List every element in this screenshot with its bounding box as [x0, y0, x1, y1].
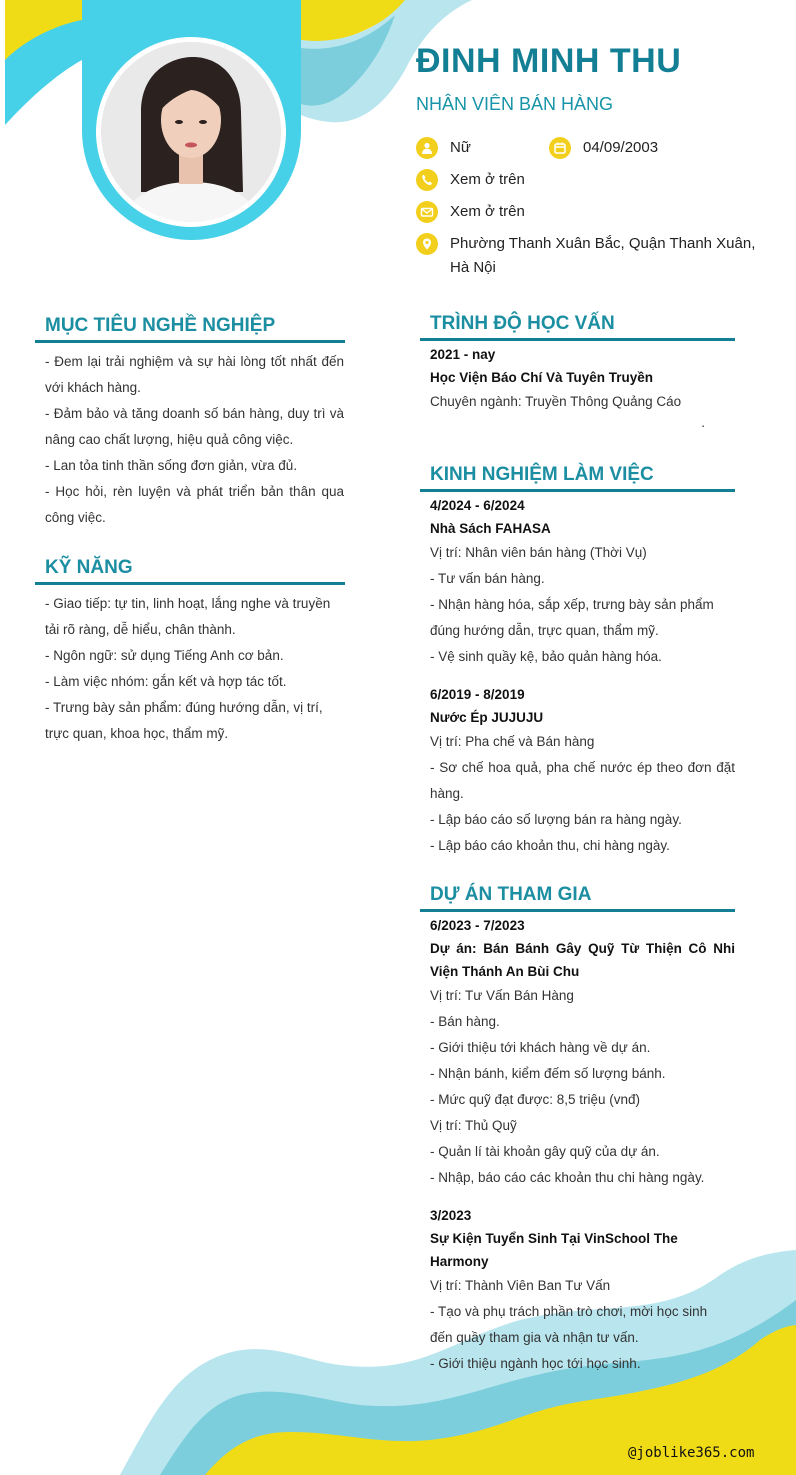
education-dot: . [701, 415, 705, 430]
projects-rule [420, 909, 735, 912]
skill-item: - Làm việc nhóm: gắn kết và hợp tác tốt. [45, 674, 287, 689]
project-position: Vị trí: Tư Vấn Bán Hàng [430, 988, 574, 1003]
projects-title: DỰ ÁN THAM GIA [430, 884, 592, 905]
job-period: 4/2024 - 6/2024 [430, 498, 525, 513]
watermark: @joblike365.com [628, 1445, 755, 1461]
education-period: 2021 - nay [430, 347, 496, 362]
job-task: - Tư vấn bán hàng. [430, 571, 545, 586]
objective-item: - Đem lại trải nghiệm và sự hài lòng tốt nhất đến với khách hàng. [45, 354, 344, 395]
info-phone [416, 169, 616, 193]
email-value: Xem ở trên [450, 203, 525, 220]
job-company: Nước Ép JUJUJU [430, 710, 544, 725]
project-name: Dự án: Bán Bánh Gây Quỹ Từ Thiện Cô Nhi Viện Thánh An Bùi Chu [430, 941, 735, 979]
address-line1: Phường Thanh Xuân Bắc, Quận Thanh Xuân, [450, 235, 756, 252]
job-period: 6/2019 - 8/2019 [430, 687, 525, 702]
person-icon [416, 137, 438, 159]
project-task: - Giới thiệu ngành học tới học sinh. [430, 1356, 641, 1371]
objective-item: - Lan tỏa tinh thần sống đơn giản, vừa đủ. [45, 458, 298, 473]
project-name: Sự Kiện Tuyển Sinh Tại VinSchool The Harmony [430, 1231, 678, 1269]
objective-item: - Học hỏi, rèn luyện và phát triển bản thân qua công việc. [45, 484, 344, 525]
project-task: - Giới thiệu tới khách hàng về dự án. [430, 1040, 651, 1055]
objective-list [45, 349, 344, 531]
education-school: Học Viện Báo Chí Và Tuyên Truyền [430, 370, 654, 385]
mail-icon [416, 201, 438, 223]
project-period: 3/2023 [430, 1208, 472, 1223]
objective-rule [35, 340, 345, 343]
info-email [416, 201, 616, 225]
info-address [416, 233, 776, 281]
project-task: - Nhận bánh, kiểm đếm số lượng bánh. [430, 1066, 666, 1081]
experience-rule [420, 489, 735, 492]
education-major: Chuyên ngành: Truyền Thông Quảng Cáo [430, 394, 682, 409]
job-task: - Vệ sinh quầy kệ, bảo quản hàng hóa. [430, 649, 662, 664]
job-company: Nhà Sách FAHASA [430, 521, 551, 536]
address-line2: Hà Nội [450, 259, 496, 276]
project-task: - Bán hàng. [430, 1014, 500, 1029]
candidate-name: ĐINH MINH THU [416, 42, 682, 80]
objective-title: MỤC TIÊU NGHỀ NGHIỆP [45, 315, 276, 336]
job-task: - Sơ chế hoa quả, pha chế nước ép theo đơn đặt hàng. [430, 760, 735, 801]
job-task: - Lập báo cáo số lượng bán ra hàng ngày. [430, 812, 682, 827]
location-icon [416, 233, 438, 255]
education-rule [420, 338, 735, 341]
projects-block [430, 914, 735, 1377]
job-position: Vị trí: Nhân viên bán hàng (Thời Vụ) [430, 545, 647, 560]
avatar [101, 42, 281, 222]
address-value [450, 232, 776, 280]
skill-item: - Giao tiếp: tự tin, linh hoạt, lắng nghe và truyền tải rõ ràng, dễ hiểu, chân thành. [45, 596, 331, 637]
project-task: - Tạo và phụ trách phần trò chơi, mời học sinh đến quầy tham gia và nhận tư vấn. [430, 1304, 708, 1345]
info-gender [416, 137, 536, 161]
project-task: - Mức quỹ đạt được: 8,5 triệu (vnđ) [430, 1092, 641, 1107]
experience-block [430, 494, 735, 859]
job-task: - Nhận hàng hóa, sắp xếp, trưng bày sản phẩm đúng hướng dẫn, trực quan, thẩm mỹ. [430, 597, 714, 638]
skills-list [45, 591, 344, 747]
education-block [430, 343, 735, 431]
job-task: - Lập báo cáo khoản thu, chi hàng ngày. [430, 838, 670, 853]
skills-rule [35, 582, 345, 585]
profile-photo [96, 37, 286, 227]
calendar-icon [549, 137, 571, 159]
job-position: Vị trí: Pha chế và Bán hàng [430, 734, 595, 749]
candidate-role: NHÂN VIÊN BÁN HÀNG [416, 94, 614, 114]
project-task: - Quản lí tài khoản gây quỹ của dự án. [430, 1144, 660, 1159]
phone-value: Xem ở trên [450, 171, 525, 188]
info-dob [549, 137, 699, 161]
project-period: 6/2023 - 7/2023 [430, 918, 525, 933]
project-task: - Nhập, báo cáo các khoản thu chi hàng ngày. [430, 1170, 705, 1185]
experience-title: KINH NGHIỆM LÀM VIỆC [430, 464, 654, 485]
phone-icon [416, 169, 438, 191]
skill-item: - Ngôn ngữ: sử dụng Tiếng Anh cơ bản. [45, 648, 284, 663]
education-title: TRÌNH ĐỘ HỌC VẤN [430, 313, 615, 334]
project-position: Vị trí: Thủ Quỹ [430, 1118, 517, 1133]
gender-value: Nữ [450, 139, 471, 156]
dob-value: 04/09/2003 [583, 139, 659, 156]
skill-item: - Trưng bày sản phẩm: đúng hướng dẫn, vị trí, trực quan, khoa học, thẩm mỹ. [45, 700, 323, 741]
skills-title: KỸ NĂNG [45, 557, 133, 578]
objective-item: - Đảm bảo và tăng doanh số bán hàng, duy trì và nâng cao chất lượng, hiệu quả công việc. [45, 406, 344, 447]
project-position: Vị trí: Thành Viên Ban Tư Vấn [430, 1278, 611, 1293]
